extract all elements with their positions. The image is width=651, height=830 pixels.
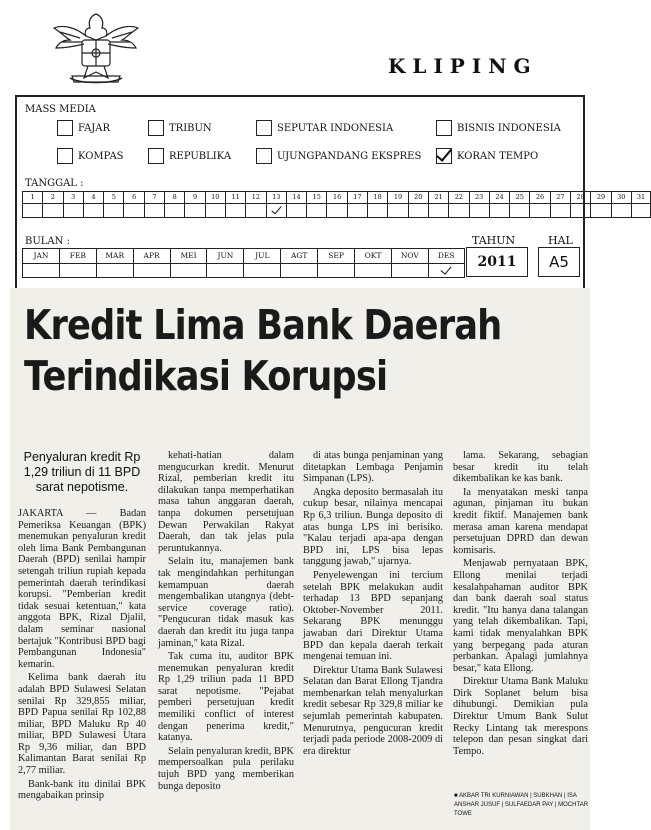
date-cell[interactable] (164, 191, 184, 218)
date-cell[interactable] (326, 191, 346, 218)
date-cell-label: 20 (409, 192, 428, 204)
media-option-ujungpandang-ekspres[interactable] (256, 148, 421, 164)
month-cell[interactable] (22, 248, 59, 278)
media-option-label: FAJAR (78, 122, 111, 134)
hal-label: HAL (548, 234, 573, 247)
media-option-republika[interactable] (148, 148, 231, 164)
article-paragraph: Kelima bank daerah itu adalah BPD Sulawesi Selatan senilai Rp 329,855 miliar, BPD Papua senilai Rp 102,88 miliar, BPD Maluku Rp 40 miliar, BPD Sulawesi Utara Rp 9,36 miliar, dan BPD Kalimantan Barat senilai Rp 2,77 miliar. (18, 672, 146, 777)
media-option-bisnis-indonesia[interactable] (436, 120, 561, 136)
article-column-2 (158, 450, 294, 794)
article-headline: Kredit Lima Bank Daerah Terindikasi Korupsi (24, 301, 502, 400)
date-cell[interactable] (42, 191, 62, 218)
date-cell-label: 6 (124, 192, 143, 204)
article-paragraph: Angka deposito bermasalah itu cukup besar, nilainya mencapai Rp 6,3 triliun. Bunga deposito di atas bunga LPS ini berisiko. "Kalau terjadi apa-apa dengan BPD ini, LPS bisa lepas tanggung jawab," ujarnya. (303, 486, 443, 568)
year-field[interactable]: 2011 (466, 247, 528, 277)
date-cell-label: 31 (632, 192, 650, 204)
date-cell-label: 22 (449, 192, 468, 204)
article-paragraph: Menjawab pernyataan BPK, Ellong menilai terjadi kesalahpahaman auditor BPK dan bank daerah soal status kredit. "Itu hanya dana talangan yang telah dikembalikan. Tapi, kami tidak menyalahkan BPK yang berpegang pada aturan perbankan. Apalagi jumlahnya besar," kata Ellong. (453, 558, 588, 674)
media-option-fajar[interactable] (57, 120, 110, 136)
date-cell[interactable] (63, 191, 83, 218)
article-subhead: Penyaluran kredit Rp 1,29 triliun di 11 BPD sarat nepotisme. (23, 450, 141, 494)
date-cell-label: 7 (145, 192, 164, 204)
month-cell[interactable] (280, 248, 317, 278)
date-cell[interactable] (347, 191, 367, 218)
date-cell-label: 30 (612, 192, 631, 204)
date-cell[interactable] (509, 191, 529, 218)
checkmark-icon[interactable] (436, 148, 452, 164)
article-column-1 (18, 508, 146, 804)
date-cell-label: 18 (368, 192, 387, 204)
checkbox-icon[interactable] (256, 148, 272, 164)
date-cell[interactable] (184, 191, 204, 218)
article-paragraph: Penyelewengan ini tercium setelah BPK melakukan audit terhadap 13 BPD sepanjang Oktober-November 2011. Sekarang BPK menunggu jawaban dari Direktur Utama BPD dan kepala daerah terkait mengenai temuan ini. (303, 569, 443, 663)
checkbox-icon[interactable] (436, 120, 452, 136)
date-cell-label: 17 (348, 192, 367, 204)
date-cell[interactable] (529, 191, 549, 218)
month-cell[interactable] (428, 248, 465, 278)
media-option-label: REPUBLIKA (169, 150, 232, 162)
date-cell-label: 5 (104, 192, 123, 204)
date-cell[interactable] (306, 191, 326, 218)
checkbox-icon[interactable] (57, 148, 73, 164)
month-cell-label: JUL (244, 249, 280, 264)
article-paragraph: Bank-bank itu dinilai BPK mengabaikan prinsip (18, 778, 146, 802)
article-paragraph: di atas bunga penjaminan yang ditetapkan Lembaga Penjamin Simpanan (LPS). (303, 450, 443, 485)
date-cell-label: 2 (43, 192, 62, 204)
date-cell-label: 15 (307, 192, 326, 204)
date-cell[interactable] (266, 191, 286, 218)
media-option-label: UJUNGPANDANG EKSPRES (277, 150, 422, 162)
month-cell[interactable] (354, 248, 391, 278)
article-paragraph: JAKARTA — Badan Pemeriksa Keuangan (BPK) menemukan penyaluran kredit oleh lima Bank Pembangunan Daerah (BPD) senilai hampir setengah triliun rupiah kepada pemerintah daerah terindikasi korupsi. "Pemberian kredit tidak sesuai ketentuan," kata anggota BPK, Rizal Djalil, dalam seminar nasional bertajuk "Kontribusi BPD bagi Pembangunan Indonesia" kemarin. (18, 508, 146, 670)
media-option-label: SEPUTAR INDONESIA (277, 122, 394, 134)
media-option-label: TRIBUN (169, 122, 212, 134)
date-cell[interactable] (408, 191, 428, 218)
month-cell[interactable] (317, 248, 354, 278)
month-cell[interactable] (59, 248, 96, 278)
date-cell-label: 10 (206, 192, 225, 204)
date-cell-label: 19 (388, 192, 407, 204)
article-paragraph: lama. Sekarang, sebagian besar kredit itu telah dikembalikan ke kas bank. (453, 450, 588, 485)
date-cell-label: 1 (23, 192, 42, 204)
date-cell[interactable] (22, 191, 42, 218)
date-cell[interactable] (570, 191, 590, 218)
month-cell[interactable] (243, 248, 280, 278)
date-cell-label: 16 (327, 192, 346, 204)
tanggal-label: TANGGAL : (25, 178, 84, 189)
month-cell[interactable] (206, 248, 243, 278)
article-column-4 (453, 450, 588, 759)
article-paragraph: Tak cuma itu, auditor BPK menemukan penyaluran kredit Rp 1,29 triliun pada 11 BPD sarat nepotisme. "Pejabat pemberi persetujuan kredit memiliki conflict of interest dengan penerima kredit," katanya. (158, 651, 294, 744)
date-cell[interactable] (83, 191, 103, 218)
date-cell-label: 12 (246, 192, 265, 204)
date-cell-label: 28 (571, 192, 590, 204)
date-cell[interactable] (469, 191, 489, 218)
month-cell-label: JUN (207, 249, 243, 264)
date-cell[interactable] (123, 191, 143, 218)
date-cell[interactable] (428, 191, 448, 218)
media-option-seputar-indonesia[interactable] (256, 120, 393, 136)
media-option-label: BISNIS INDONESIA (457, 122, 561, 134)
date-cell[interactable] (448, 191, 468, 218)
bulan-label: BULAN : (25, 236, 70, 247)
date-cell-label: 11 (226, 192, 245, 204)
month-cell-label: MEI (171, 249, 207, 264)
month-cell-label: NOV (392, 249, 428, 264)
date-cell-label: 21 (429, 192, 448, 204)
date-cell-label: 4 (84, 192, 103, 204)
article-column-3 (303, 450, 443, 759)
month-cell[interactable] (96, 248, 133, 278)
month-grid (22, 248, 465, 278)
date-cell-label: 13 (267, 192, 286, 204)
article-byline: ■ AKBAR TRI KURNIAWAN | SUBKHAN | ISA ANSHAR JUSUF | SULFAEDAR PAY | MOCHTAR TOWE (454, 793, 589, 817)
month-cell-label: DES (429, 249, 464, 264)
checkbox-icon[interactable] (148, 148, 164, 164)
article-paragraph: Selain penyaluran kredit, BPK mempersoalkan pula perilaku tujuh BPD yang memberikan bunga deposito (158, 745, 294, 792)
page-title: KLIPING (388, 54, 538, 78)
date-cell-label: 25 (510, 192, 529, 204)
article-paragraph: kehati-hatian dalam mengucurkan kredit. Menurut Rizal, pemberian kredit itu dilakukan tanpa memperhatikan masa tahun anggaran daerah, tanpa dokumen persetujuan Dewan Perwakilan Rakyat Daerah, dan tak jelas pula peruntukannya. (158, 450, 294, 554)
date-cell-label: 27 (551, 192, 570, 204)
date-cell-label: 29 (591, 192, 610, 204)
media-option-koran-tempo[interactable] (436, 148, 538, 164)
date-cell-label: 8 (165, 192, 184, 204)
month-cell-label: AGT (281, 249, 317, 264)
month-cell-label: APR (134, 249, 170, 264)
checkbox-icon[interactable] (256, 120, 272, 136)
month-cell-label: FEB (60, 249, 96, 264)
date-cell[interactable] (144, 191, 164, 218)
date-cell[interactable] (245, 191, 265, 218)
month-cell-label: OKT (355, 249, 391, 264)
month-cell-label: MAR (97, 249, 133, 264)
checkbox-icon[interactable] (57, 120, 73, 136)
media-option-kompas[interactable] (57, 148, 124, 164)
date-cell[interactable] (103, 191, 123, 218)
page-field[interactable]: A5 (538, 247, 580, 277)
month-cell[interactable] (133, 248, 170, 278)
date-cell[interactable] (286, 191, 306, 218)
date-cell[interactable] (631, 191, 651, 218)
mass-media-label: MASS MEDIA (25, 104, 96, 115)
article-paragraph: Ia menyatakan meski tanpa agunan, pinjaman itu bukan kredit fiktif. Manajemen bank merasa aman karena mendapat persetujuan DPRD dan dewan komisaris. (453, 486, 588, 556)
date-cell-label: 14 (287, 192, 306, 204)
date-grid (22, 191, 651, 218)
month-cell-label: JAN (23, 249, 59, 264)
month-cell-label: SEP (318, 249, 354, 264)
media-option-tribun[interactable] (148, 120, 212, 136)
tahun-label: TAHUN (472, 234, 516, 247)
date-cell[interactable] (387, 191, 407, 218)
date-cell[interactable] (550, 191, 570, 218)
article-paragraph: Direktur Utama Bank Sulawesi Selatan dan Barat Ellong Tjandra membenarkan telah menyalurkan kredit sebesar Rp 329,8 miliar ke sejumlah pemerintah kabupaten. Menurutnya, pengucuran kredit terjadi pada periode 2008-2009 di era direktur (303, 664, 443, 757)
media-option-label: KORAN TEMPO (457, 150, 539, 162)
media-option-label: KOMPAS (78, 150, 124, 162)
date-cell-label: 23 (470, 192, 489, 204)
checkbox-icon[interactable] (148, 120, 164, 136)
date-cell[interactable] (225, 191, 245, 218)
date-cell[interactable] (590, 191, 610, 218)
article-paragraph: Selain itu, manajemen bank tak mengindahkan perhitungan kemampuan daerah mengembalikan utangnya (debt-service coverage ratio). "Pengucuran tidak masuk kas daerah dan kredit itu juga tanpa jaminan," kata Rizal. (158, 556, 294, 649)
month-cell[interactable] (170, 248, 207, 278)
date-cell-label: 9 (185, 192, 204, 204)
month-cell[interactable] (391, 248, 428, 278)
garuda-emblem-icon (50, 6, 142, 88)
date-cell[interactable] (611, 191, 631, 218)
date-cell[interactable] (367, 191, 387, 218)
date-cell-label: 3 (64, 192, 83, 204)
date-cell-label: 24 (490, 192, 509, 204)
article-paragraph: Direktur Utama Bank Maluku Dirk Soplanet belum bisa dihubungi. Demikian pula Direktur Umum Bank Sulut Recky Lintang tak merespons telepon dan pesan singkat dari Tempo. (453, 676, 588, 757)
date-cell[interactable] (205, 191, 225, 218)
date-cell[interactable] (489, 191, 509, 218)
date-cell-label: 26 (530, 192, 549, 204)
